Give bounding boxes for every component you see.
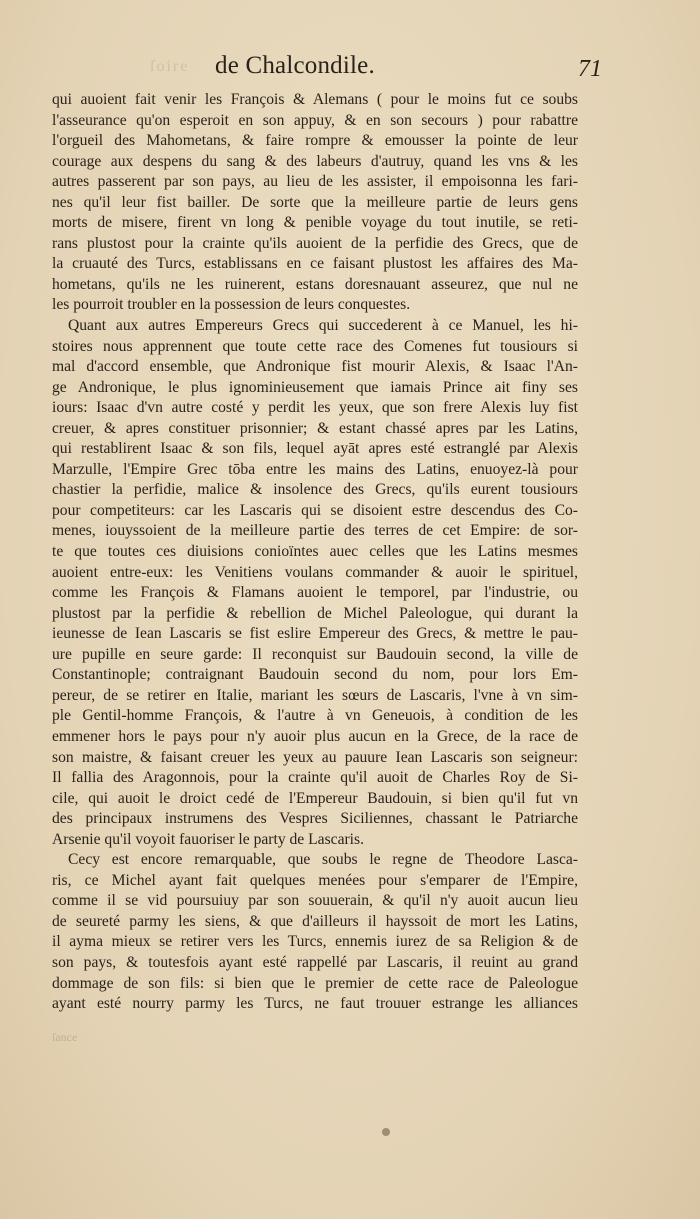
text-line: ge Andronique, le plus ignominieusement que iamais Prince ait finy ses xyxy=(52,378,578,396)
text-line: Cecy est encore remarquable, que soubs le regne de Theodore Lasca- xyxy=(68,851,578,869)
text-line: nes qu'il leur fist bailler. De sorte que la meilleure partie de leurs gens xyxy=(52,193,578,211)
text-line: des principaux instrumens des Vespres Siciliennes, chassant le Patriarche xyxy=(52,810,578,828)
text-line: dommage de son fils: si bien que le premier de cette race de Paleologue xyxy=(52,974,578,992)
text-line: il ayma mieux se retirer vers les Turcs, ennemis iurez de sa Religion & de xyxy=(52,933,578,951)
text-line: son pays, & toutesfois ayant esté rappellé par Lascaris, il reuint au grand xyxy=(52,953,578,971)
text-line: ris, ce Michel ayant fait quelques menées pour s'emparer de l'Empire, xyxy=(52,871,578,889)
text-line: te que toutes ces diuisions conioïntes auec celles que les Latins mesmes xyxy=(52,543,578,561)
page-number: 71 xyxy=(578,56,602,82)
text-line: ayant esté nourry parmy les Turcs, ne faut trouuer estrange les alliances xyxy=(52,995,578,1013)
text-line: pour competiteurs: car les Lascaris qui se disoient estre descendus des Co- xyxy=(52,501,578,519)
text-line: Arsenie qu'il voyoit fauoriser le party de Lascaris. xyxy=(52,830,364,848)
text-line: plustost par la perfidie & rebellion de Michel Paleologue, qui durant la xyxy=(52,604,578,622)
text-line: de seureté parmy les siens, & que d'ailleurs il hayssoit de mort les Latins, xyxy=(52,912,578,930)
text-line: hometans, qu'ils ne les ruinerent, estans doresnauant asseurez, que nul ne xyxy=(52,275,578,293)
text-line: l'asseurance qu'on esperoit en son appuy, & en son secours ) pour rabattre xyxy=(52,111,578,129)
text-line: Quant aux autres Empereurs Grecs qui succederent à ce Manuel, les hi- xyxy=(68,317,578,335)
text-line: morts de misere, firent vn long & penible voyage du tout inutile, se reti- xyxy=(52,214,578,232)
text-line: autres passerent par son pays, au lieu de les assister, il empoisonna les fari- xyxy=(52,173,578,191)
text-line: stoires nous apprennent que toute cette race des Comenes fut tousiours si xyxy=(52,337,578,355)
text-line: la cruauté des Turcs, establissans en ce faisant plustost les affaires des Ma- xyxy=(52,255,578,273)
text-line: cile, qui auoit le droict cedé de l'Empereur Baudouin, si bien qu'il fut vn xyxy=(52,789,578,807)
text-line: mal d'accord ensemble, que Andronique fist mourir Alexis, & Isaac l'An- xyxy=(52,358,578,376)
text-line: chastier la perfidie, malice & insolence des Grecs, qu'ils eurent tousiours xyxy=(52,481,578,499)
body-text xyxy=(52,90,578,1015)
text-line: iours: Isaac d'vn autre costé y perdit les yeux, que son frere Alexis luy fist xyxy=(52,399,578,417)
show-through-text: ſoire xyxy=(150,58,190,75)
text-line: ieunesse de Iean Lascaris se fist eslire Empereur des Grecs, & mettre le pau- xyxy=(52,625,578,643)
text-line: l'orgueil des Mahometans, & faire rompre & emousser la pointe de leur xyxy=(52,132,578,150)
text-line: ple Gentil-homme François, & l'autre à vn Geneuois, à condition de les xyxy=(52,707,578,725)
running-title: de Chalcondile. xyxy=(215,52,375,79)
text-line: Marzulle, l'Empire Grec tōba entre les mains des Latins, enuoyez-là pour xyxy=(52,460,578,478)
text-line: auoient entre-eux: les Venitiens voulans commander & auoir le spirituel, xyxy=(52,563,578,581)
text-line: comme il se vid poursuiuy par son souuerain, & qu'il n'y auoit aucun lieu xyxy=(52,892,578,910)
text-line: Constantinople; contraignant Baudouin second du nom, pour lors Em- xyxy=(52,666,578,684)
text-line: rans plustost pour la crainte qu'ils auoient de la perfidie des Grecs, que de xyxy=(52,234,578,252)
text-line: ure pupille en seure garde: Il reconquist sur Baudouin second, la ville de xyxy=(52,645,578,663)
text-line: creuer, & apres constituer prisonnier; & estant chassé apres par les Latins, xyxy=(52,419,578,437)
text-line: qui restablirent Isaac & son fils, lequel ayāt apres esté estranglé par Alexis xyxy=(52,440,578,458)
printer-dot-mark xyxy=(382,1128,390,1136)
text-line: les pourroit troubler en la possession de leurs conquestes. xyxy=(52,296,411,314)
text-line: qui auoient fait venir les François & Alemans ( pour le moins fut ce soubs xyxy=(52,91,578,108)
text-line: courage aux despens du sang & des labeurs d'autruy, quand les vns & les xyxy=(52,152,578,170)
text-line: pereur, de se retirer en Italie, mariant les sœurs de Lascaris, l'vne à vn sim- xyxy=(52,686,578,704)
text-line: emmener hors le pays pour n'y auoir plus aucun en la Grece, de la race de xyxy=(52,727,578,745)
text-line: comme les François & Flamans auoient le temporel, par l'industrie, ou xyxy=(52,584,578,602)
text-line: menes, iouyssoient de la meilleure partie des terres de cet Empire: de sor- xyxy=(52,522,578,540)
text-line: Il fallia des Aragonnois, pour la crainte qu'il auoit de Charles Roy de Si- xyxy=(52,769,578,787)
text-line: son maistre, & faisant creuer les yeux au pauure Iean Lascaris son seigneur: xyxy=(52,748,578,766)
catchword: ſance xyxy=(52,1030,78,1044)
